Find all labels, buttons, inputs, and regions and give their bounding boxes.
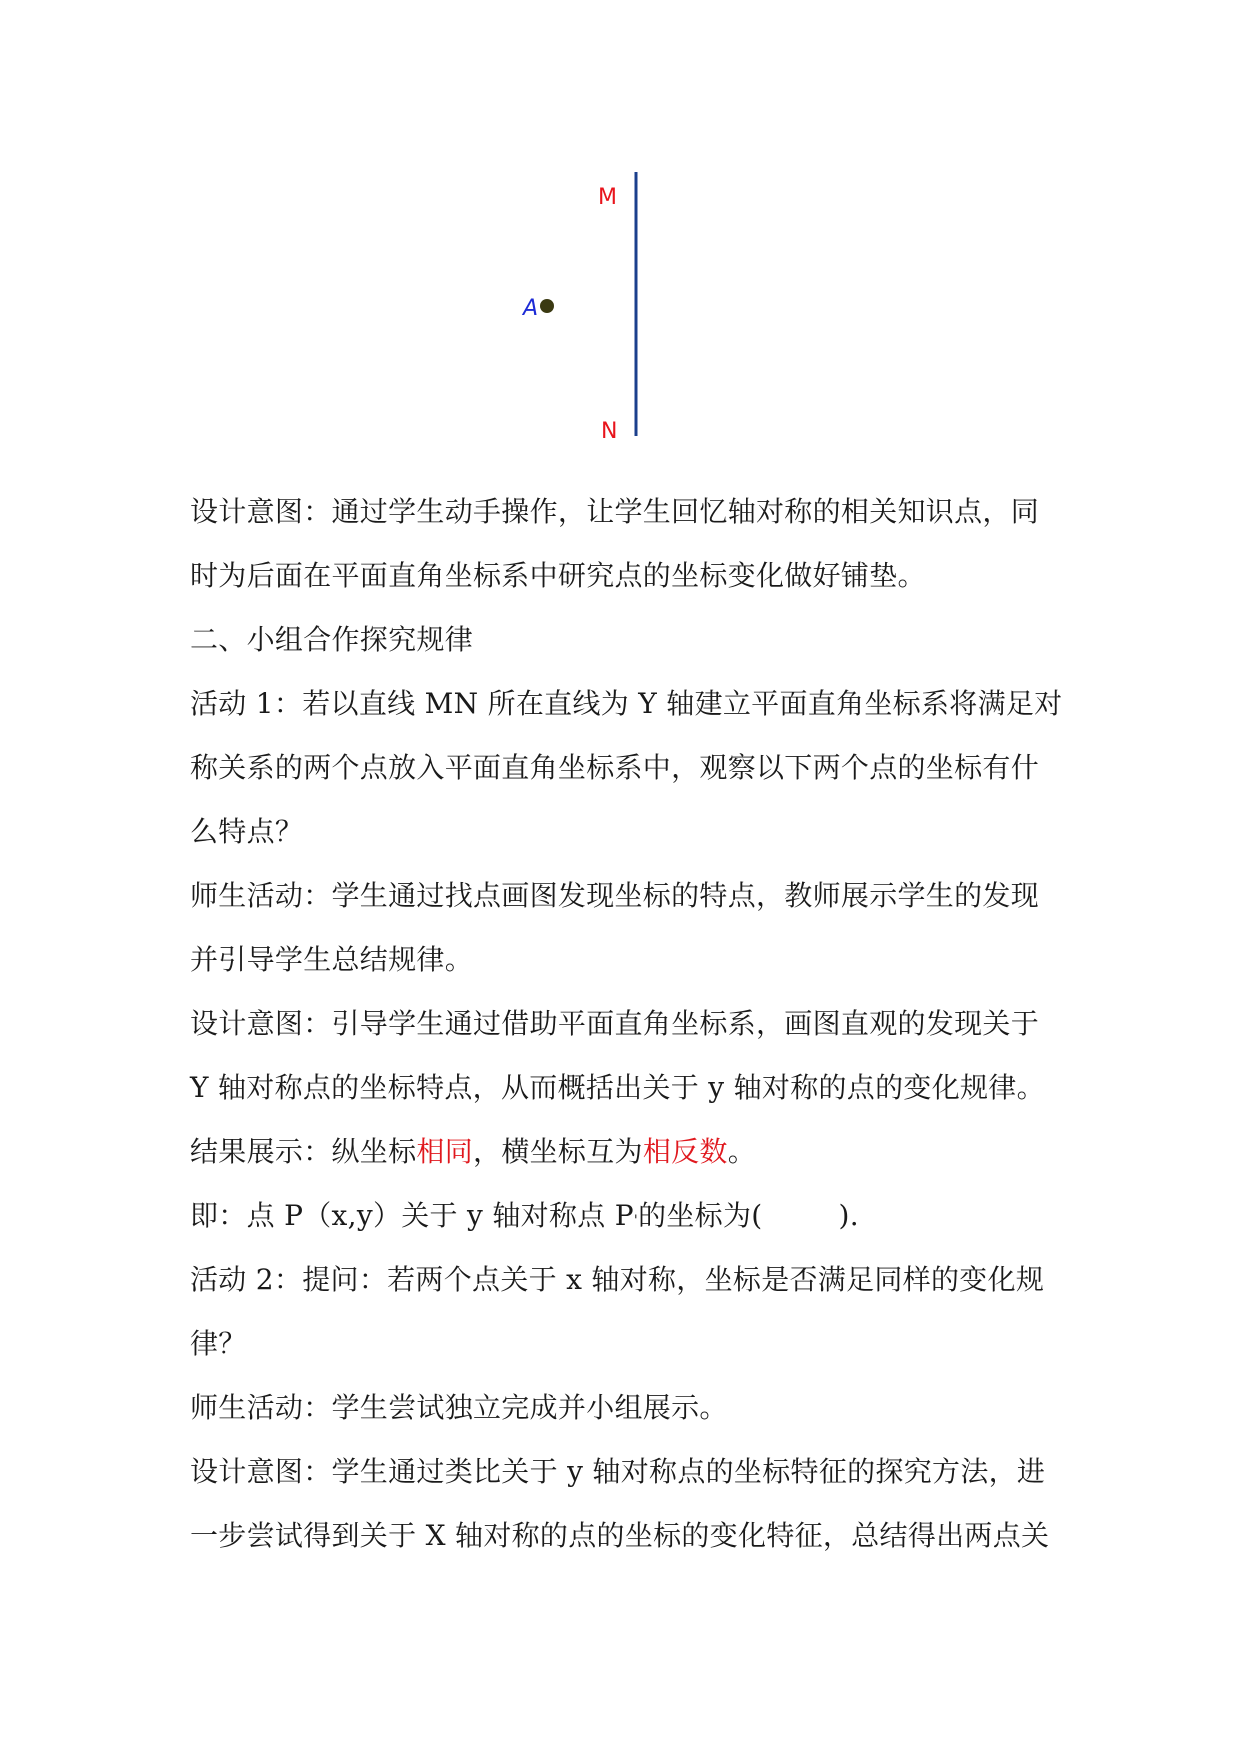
- design-intent-1-line-2: 时为后面在平面直角坐标系中研究点的坐标变化做好铺垫。: [190, 559, 926, 592]
- result-same: 相同: [416, 1135, 474, 1168]
- design-intent-3-line-1: 设计意图：学生通过类比关于 y 轴对称点的坐标特征的探究方法，进: [190, 1455, 1046, 1488]
- design-intent-2-line-1: 设计意图：引导学生通过借助平面直角坐标系，画图直观的发现关于: [190, 1007, 1040, 1040]
- point-a: [540, 299, 554, 313]
- symmetry-figure: [0, 0, 1241, 460]
- activity-2-line-2: 律？: [190, 1327, 247, 1360]
- label-m: M: [598, 185, 617, 210]
- document-body: [190, 480, 1070, 1568]
- conclusion-line: [190, 1184, 1070, 1248]
- section-2-heading: 二、小组合作探究规律: [190, 623, 474, 656]
- label-a: A: [523, 296, 539, 321]
- design-intent-2-line-2: Y 轴对称点的坐标特点，从而概括出关于 y 轴对称的点的变化规律。: [190, 1071, 1045, 1104]
- result-line: [190, 1120, 1070, 1184]
- design-intent-3-line-2: 一步尝试得到关于 X 轴对称的点的坐标的变化特征，总结得出两点关: [190, 1519, 1050, 1552]
- teacher-student-1-line-1: 师生活动：学生通过找点画图发现坐标的特点，教师展示学生的发现: [190, 879, 1040, 912]
- prime-mark: ': [633, 1213, 639, 1229]
- result-end: 。: [727, 1135, 757, 1168]
- activity-1-line-2: 称关系的两个点放入平面直角坐标系中，观察以下两个点的坐标有什: [190, 751, 1040, 784]
- label-n: N: [601, 419, 618, 444]
- result-mid: ，横坐标互为: [473, 1135, 643, 1168]
- result-opposite: 相反数: [642, 1135, 728, 1168]
- result-prefix: 结果展示：纵坐标: [190, 1135, 417, 1168]
- activity-1-line-1: 活动 1：若以直线 MN 所在直线为 Y 轴建立平面直角坐标系将满足对: [190, 687, 1063, 720]
- symmetry-diagram: [0, 0, 1241, 460]
- conclusion-prefix: 即：点 P（x,y）关于 y 轴对称点 P: [190, 1199, 634, 1232]
- conclusion-mid: 的坐标为(: [638, 1199, 763, 1232]
- teacher-student-2-line-1: 师生活动：学生尝试独立完成并小组展示。: [190, 1391, 728, 1424]
- teacher-student-1-line-2: 并引导学生总结规律。: [190, 943, 474, 976]
- activity-2-line-1: 活动 2：提问：若两个点关于 x 轴对称，坐标是否满足同样的变化规: [190, 1263, 1045, 1296]
- conclusion-end: ).: [838, 1199, 859, 1232]
- activity-1-line-3: 么特点？: [190, 815, 304, 848]
- design-intent-1-line-1: 设计意图：通过学生动手操作，让学生回忆轴对称的相关知识点，同: [190, 495, 1040, 528]
